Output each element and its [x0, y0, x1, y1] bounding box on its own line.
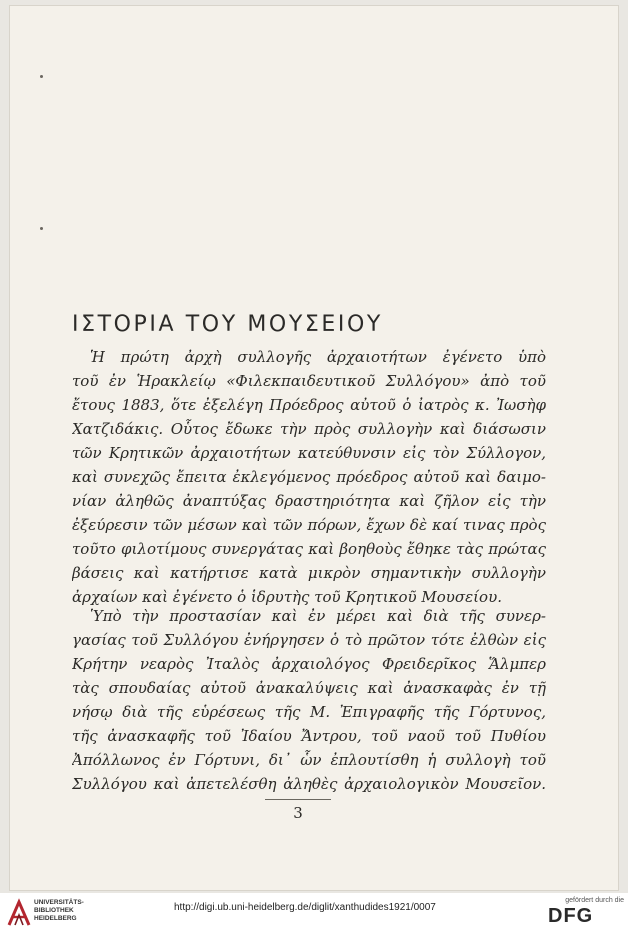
library-name-line: UNIVERSITÄTS-	[34, 899, 84, 906]
paragraph-1	[72, 345, 546, 609]
text-line: ἀρχαίων καὶ ἐγένετο ὁ ἱδρυτὴς τοῦ Κρητικοῦ Μουσείου.	[72, 588, 502, 606]
permalink-url[interactable]: http://digi.ub.uni-heidelberg.de/diglit/xanthudides1921/0007	[174, 902, 436, 913]
text-line: βάσεις καὶ κατήρτισε κατὰ μικρὸν σημαντικὴν συλλογὴν	[72, 564, 546, 582]
library-name-line: HEIDELBERG	[34, 915, 77, 922]
text-line: νίαν ἀληθῶς ἀναπτύξας δραστηριότητα καὶ ζῆλον εἰς τὴν	[72, 492, 546, 510]
text-line: Χατζιδάκις. Οὗτος ἔδωκε τὴν πρὸς συλλογὴν καὶ διάσωσιν	[72, 420, 546, 438]
page-number-rule	[265, 799, 331, 800]
text-line: τῆς ἀνασκαφῆς τοῦ Ἰδαίου Ἄντρου, τοῦ ναοῦ τοῦ Πυθίου	[72, 727, 546, 745]
text-line: Συλλόγου καὶ ἀπετελέσθη ἀληθὲς ἀρχαιολογικὸν Μουσεῖον.	[72, 775, 546, 793]
text-line: τοῦτο φιλοτίμους συνεργάτας καὶ βοηθοὺς ἔθηκε τὰς πρώτας	[72, 540, 546, 558]
library-name	[34, 899, 84, 923]
page-number: 3	[293, 804, 303, 822]
funded-by-label: gefördert durch die	[565, 897, 624, 904]
text-line: τὰς σπουδαίας αὐτοῦ ἀνακαλύψεις καὶ ἀνασκαφὰς ἐν τῇ	[72, 679, 546, 697]
text-line: ἔτους 1883, ὅτε ἐξελέγη Πρόεδρος αὐτοῦ ὁ ἰατρὸς κ. Ἰωσὴφ	[72, 396, 546, 414]
text-line: Ὑπὸ τὴν προστασίαν καὶ ἐν μέρει καὶ διὰ τῆς συνερ-	[90, 607, 546, 625]
paper-spot	[40, 75, 43, 78]
text-line: Ἀπόλλωνος ἐν Γόρτυνι, δι᾽ ὧν ἐπλουτίσθη ἡ συλλογὴ τοῦ	[72, 751, 546, 769]
paper-spot	[40, 227, 43, 230]
text-line: Κρήτην νεαρὸς Ἰταλὸς ἀρχαιολόγος Φρειδερῖκος Ἅλμπερ	[72, 655, 546, 673]
text-line: νήσῳ διὰ τῆς εὑρέσεως τῆς Μ. Ἐπιγραφῆς τῆς Γόρτυνος,	[72, 703, 546, 721]
dfg-logo: DFG	[548, 905, 594, 927]
text-line: Ἡ πρώτη ἀρχὴ συλλογῆς ἀρχαιοτήτων ἐγένετο ὑπὸ	[90, 348, 546, 366]
text-line: τῶν Κρητικῶν ἀρχαιοτήτων κατεύθυνσιν εἰς τὸν Σύλλογον,	[72, 444, 546, 462]
chapter-heading: ΙΣΤΟΡΙΑ ΤΟΥ ΜΟΥΣΕΙΟΥ	[72, 312, 383, 337]
text-line: τοῦ ἐν Ἡρακλείῳ «Φιλεκπαιδευτικοῦ Συλλόγου» ἀπὸ τοῦ	[72, 372, 546, 390]
text-line: ἐξεύρεσιν τῶν μέσων καὶ τῶν πόρων, ἔχων δὲ καί τινας πρὸς	[72, 516, 546, 534]
paragraph-2	[72, 604, 546, 796]
viewer-footer	[0, 893, 628, 938]
text-line: καὶ συνεχῶς ἔπειτα ἐκλεγόμενος πρόεδρος αὐτοῦ καὶ δαιμο-	[72, 468, 546, 486]
text-line: γασίας τοῦ Συλλόγου ἐνήργησεν ὁ τὸ πρῶτον τότε ἐλθὼν εἰς	[72, 631, 546, 649]
library-name-line: BIBLIOTHEK	[34, 907, 74, 914]
university-library-logo-icon	[6, 898, 32, 928]
